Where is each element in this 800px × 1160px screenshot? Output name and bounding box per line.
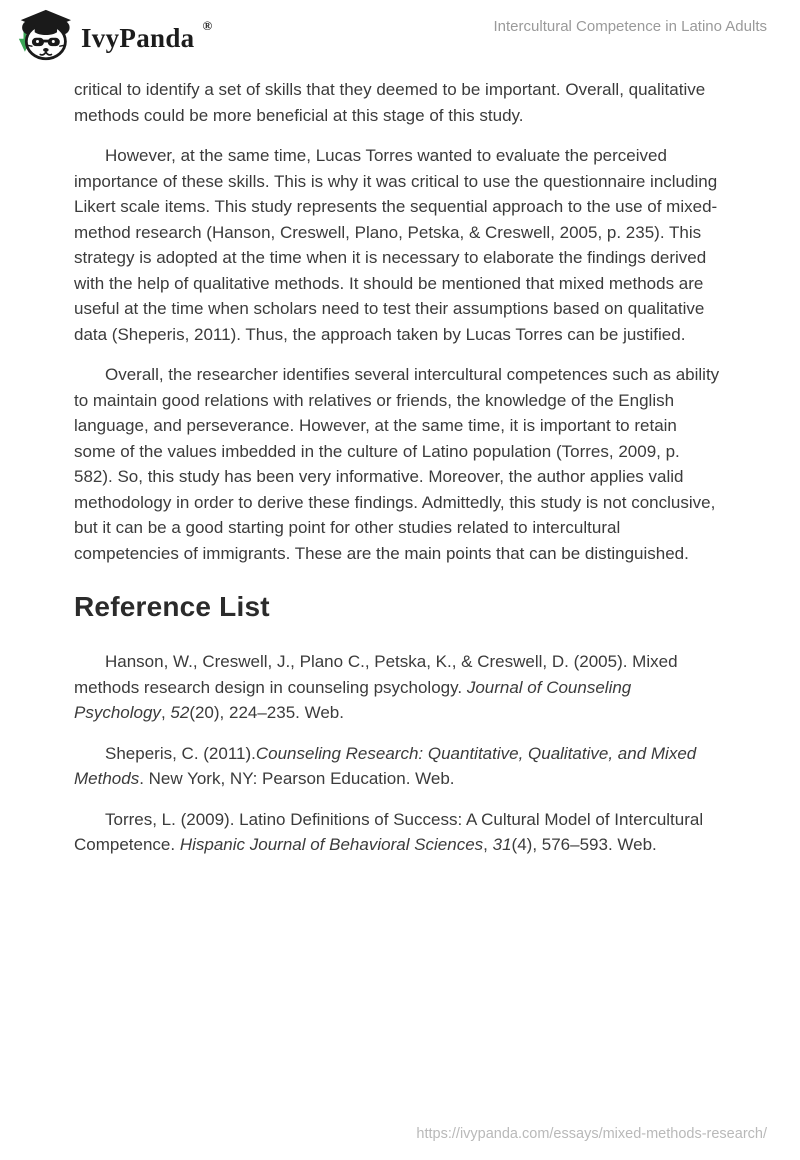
document-title: Intercultural Competence in Latino Adults <box>493 18 767 35</box>
ivypanda-logo[interactable] <box>14 8 211 67</box>
reference-list <box>74 649 722 858</box>
reference-entry: Hanson, W., Creswell, J., Plano C., Petska, K., & Creswell, D. (2005). Mixed methods research design in counseling psychology. Journal of Counseling Psychology, 52(20), 224–235. Web. <box>74 652 678 722</box>
essay-paragraph: However, at the same time, Lucas Torres wanted to evaluate the perceived importance of these skills. This is why it was critical to use the questionnaire including Likert scale items. This study represents the sequential approach to the use of mixed-method research (Hanson, Creswell, Plano, Petska, & Creswell, 2005, p. 235). This strategy is adopted at the time when it is necessary to elaborate the findings derived with the help of qualitative methods. It should be mentioned that mixed methods are useful at the time when scholars need to test their assumptions based on qualitative data (Sheperis, 2011). Thus, the approach taken by Lucas Torres can be justified. <box>74 146 718 344</box>
reference-entry: Sheperis, C. (2011).Counseling Research: Quantitative, Qualitative, and Mixed Methods. New York, NY: Pearson Education. Web. <box>74 743 697 788</box>
essay-content <box>0 66 800 858</box>
reference-list-heading: Reference List <box>74 591 270 622</box>
page-header <box>0 0 800 66</box>
logo-wordmark: IvyPanda <box>81 22 195 53</box>
reference-entry: Torres, L. (2009). Latino Definitions of Success: A Cultural Model of Intercultural Competence. Hispanic Journal of Behavioral Sciences, 31(4), 576–593. Web. <box>74 809 704 854</box>
registered-trademark-mark: ® <box>202 17 213 33</box>
panda-graduation-cap-icon <box>14 8 74 67</box>
essay-paragraph: critical to identify a set of skills that they deemed to be important. Overall, qualitative methods could be more beneficial at this stage of this study. <box>74 80 706 125</box>
page-footer <box>416 1125 767 1143</box>
source-url: https://ivypanda.com/essays/mixed-methods-research/ <box>416 1126 767 1142</box>
essay-paragraph: Overall, the researcher identifies several intercultural competences such as ability to maintain good relations with relatives or friends, the knowledge of the English language, and perseverance. However, at the same time, it is important to retain some of the values imbedded in the culture of Latino population (Torres, 2009, p. 582). So, this study has been very informative. Moreover, the author applies valid methodology in order to derive these findings. Admittedly, this study is not conclusive, but it can be a good starting point for other studies related to intercultural competencies of immigrants. These are the main points that can be distinguished. <box>74 365 720 563</box>
